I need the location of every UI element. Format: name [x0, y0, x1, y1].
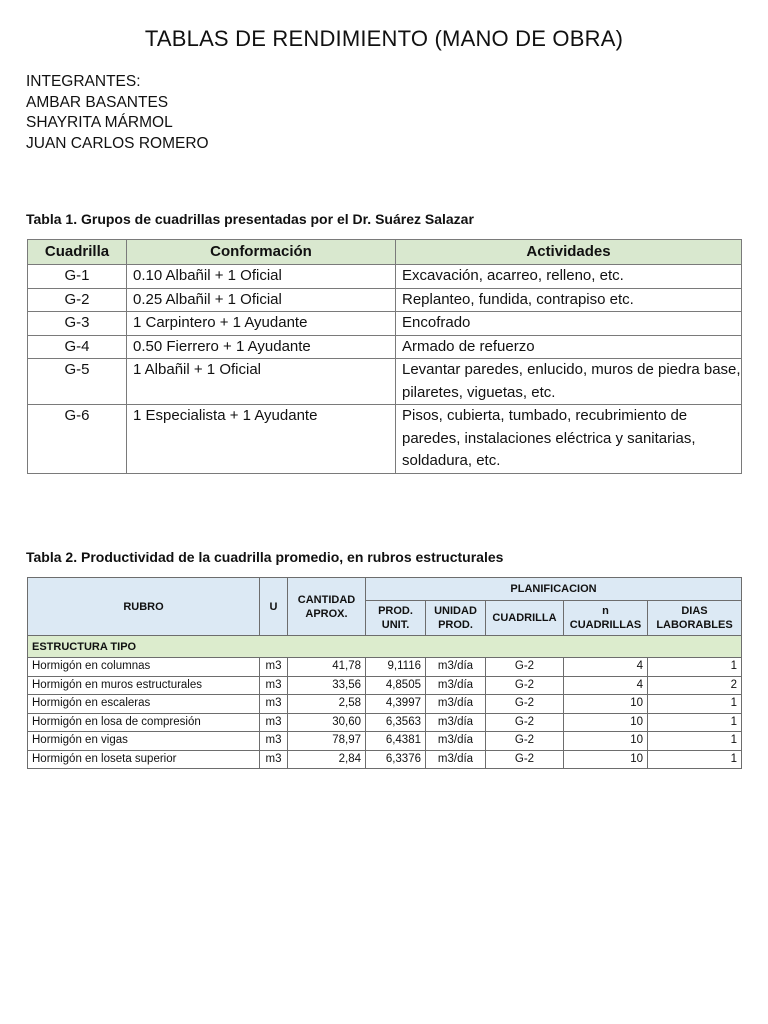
n-crews-cell: 10 [564, 750, 648, 769]
crew-composition: 1 Especialista + 1 Ayudante [127, 405, 396, 474]
table-row [28, 695, 742, 714]
crew-code: G-4 [28, 335, 127, 359]
quantity-cell: 30,60 [288, 713, 366, 732]
crew-composition: 0.10 Albañil + 1 Oficial [127, 265, 396, 289]
crew-composition: 1 Albañil + 1 Oficial [127, 359, 396, 405]
rubro-cell: Hormigón en loseta superior [28, 750, 260, 769]
n-crews-cell: 4 [564, 676, 648, 695]
prod-cell: 9,1116 [366, 658, 426, 677]
table-row [28, 658, 742, 677]
work-days-cell: 2 [648, 676, 742, 695]
table-row [28, 750, 742, 769]
table2-caption: Tabla 2. Productividad de la cuadrilla promedio, en rubros estructurales [26, 549, 504, 565]
column-header-n-crews: n CUADRILLAS [564, 601, 648, 636]
quantity-cell: 78,97 [288, 732, 366, 751]
column-header-prod-unit-measure: UNIDAD PROD. [426, 601, 486, 636]
rubro-cell: Hormigón en columnas [28, 658, 260, 677]
table-row [28, 265, 742, 289]
crew-cell: G-2 [486, 676, 564, 695]
members-heading: INTEGRANTES: [26, 73, 141, 90]
n-crews-cell: 10 [564, 732, 648, 751]
table-row [28, 732, 742, 751]
unit-cell: m3 [260, 658, 288, 677]
crew-composition: 1 Carpintero + 1 Ayudante [127, 312, 396, 336]
n-crews-cell: 10 [564, 695, 648, 714]
section-label: ESTRUCTURA TIPO [28, 636, 742, 658]
quantity-cell: 33,56 [288, 676, 366, 695]
column-header-work-days: DIAS LABORABLES [648, 601, 742, 636]
prod-cell: 4,3997 [366, 695, 426, 714]
quantity-cell: 2,84 [288, 750, 366, 769]
table-row [28, 713, 742, 732]
prod-unit-cell: m3/día [426, 732, 486, 751]
crew-code: G-2 [28, 288, 127, 312]
work-days-cell: 1 [648, 732, 742, 751]
crew-composition: 0.50 Fierrero + 1 Ayudante [127, 335, 396, 359]
table-row [28, 676, 742, 695]
productivity-table [27, 577, 742, 769]
table-row [28, 359, 742, 405]
column-header-planning: PLANIFICACION [366, 578, 742, 601]
table1-caption: Tabla 1. Grupos de cuadrillas presentadas por el Dr. Suárez Salazar [26, 211, 474, 227]
quantity-cell: 41,78 [288, 658, 366, 677]
work-days-cell: 1 [648, 713, 742, 732]
crew-code: G-6 [28, 405, 127, 474]
crew-activities: Pisos, cubierta, tumbado, recubrimiento de paredes, instalaciones eléctrica y sanitarias, soldadura, etc. [396, 405, 742, 474]
prod-unit-cell: m3/día [426, 658, 486, 677]
prod-unit-cell: m3/día [426, 695, 486, 714]
crew-groups-table [27, 239, 742, 474]
table-header-row [28, 240, 742, 265]
work-days-cell: 1 [648, 658, 742, 677]
crew-cell: G-2 [486, 732, 564, 751]
crew-activities: Replanteo, fundida, contrapiso etc. [396, 288, 742, 312]
unit-cell: m3 [260, 732, 288, 751]
crew-code: G-3 [28, 312, 127, 336]
crew-cell: G-2 [486, 750, 564, 769]
unit-cell: m3 [260, 713, 288, 732]
column-header-rubro: RUBRO [28, 578, 260, 636]
column-header: Conformación [127, 240, 396, 265]
table-row [28, 405, 742, 474]
crew-activities: Encofrado [396, 312, 742, 336]
n-crews-cell: 4 [564, 658, 648, 677]
crew-activities: Excavación, acarreo, relleno, etc. [396, 265, 742, 289]
members-block [26, 72, 209, 154]
crew-cell: G-2 [486, 695, 564, 714]
rubro-cell: Hormigón en escaleras [28, 695, 260, 714]
rubro-cell: Hormigón en muros estructurales [28, 676, 260, 695]
table-row [28, 312, 742, 336]
crew-cell: G-2 [486, 658, 564, 677]
column-header-crew: CUADRILLA [486, 601, 564, 636]
crew-activities: Armado de refuerzo [396, 335, 742, 359]
table-row [28, 335, 742, 359]
crew-code: G-5 [28, 359, 127, 405]
column-header-prod-unit: PROD. UNIT. [366, 601, 426, 636]
unit-cell: m3 [260, 750, 288, 769]
unit-cell: m3 [260, 676, 288, 695]
page-title: TABLAS DE RENDIMIENTO (MANO DE OBRA) [144, 26, 624, 51]
unit-cell: m3 [260, 695, 288, 714]
column-header: Cuadrilla [28, 240, 127, 265]
table-header-row [28, 578, 742, 601]
prod-unit-cell: m3/día [426, 713, 486, 732]
member-name: SHAYRITA MÁRMOL [26, 114, 173, 131]
work-days-cell: 1 [648, 750, 742, 769]
work-days-cell: 1 [648, 695, 742, 714]
crew-activities: Levantar paredes, enlucido, muros de piedra base, pilaretes, viguetas, etc. [396, 359, 742, 405]
column-header-quantity: CANTIDAD APROX. [288, 578, 366, 636]
prod-cell: 6,4381 [366, 732, 426, 751]
rubro-cell: Hormigón en losa de compresión [28, 713, 260, 732]
crew-composition: 0.25 Albañil + 1 Oficial [127, 288, 396, 312]
rubro-cell: Hormigón en vigas [28, 732, 260, 751]
member-name: JUAN CARLOS ROMERO [26, 134, 209, 152]
crew-cell: G-2 [486, 713, 564, 732]
quantity-cell: 2,58 [288, 695, 366, 714]
prod-unit-cell: m3/día [426, 676, 486, 695]
column-header: Actividades [396, 240, 742, 265]
section-row [28, 636, 742, 658]
prod-cell: 6,3376 [366, 750, 426, 769]
crew-code: G-1 [28, 265, 127, 289]
table-row [28, 288, 742, 312]
n-crews-cell: 10 [564, 713, 648, 732]
prod-cell: 4,8505 [366, 676, 426, 695]
column-header-unit: U [260, 578, 288, 636]
prod-cell: 6,3563 [366, 713, 426, 732]
prod-unit-cell: m3/día [426, 750, 486, 769]
member-name: AMBAR BASANTES [26, 93, 169, 111]
